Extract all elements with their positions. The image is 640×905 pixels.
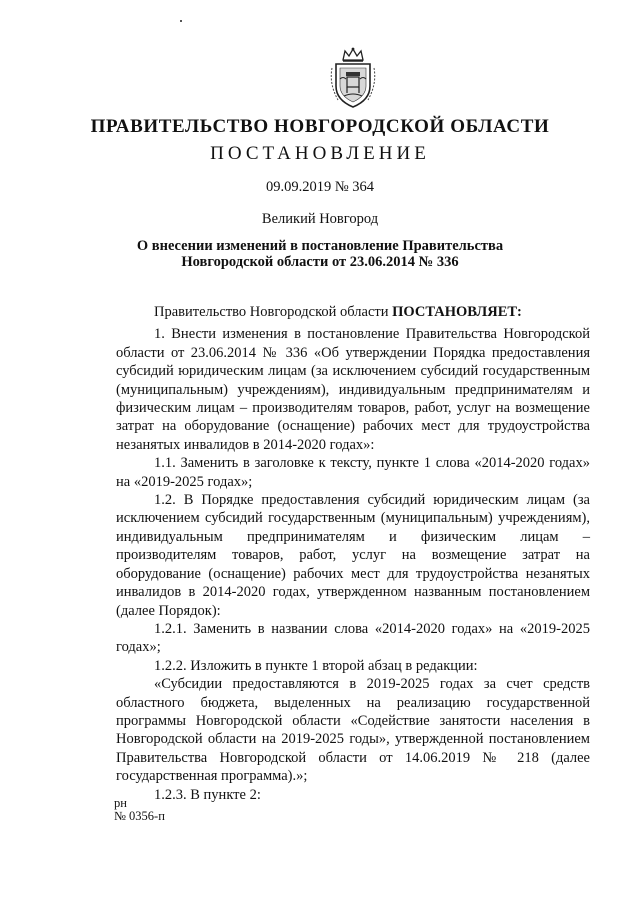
paragraph-1-1: 1.1. Заменить в заголовке к тексту, пункте 1 слова «2014-2020 годах» на «2019-2025 годах»;	[116, 455, 590, 490]
footer-code	[114, 797, 165, 823]
footer-initials: рн	[114, 796, 127, 810]
preamble-text: Правительство Новгородской области	[154, 304, 393, 320]
date-and-number: 09.09.2019 № 364	[265, 179, 375, 195]
footer-number: № 0356-п	[114, 809, 165, 823]
scan-speck	[180, 20, 182, 22]
subject-line-1: О внесении изменений в постановление Правительства	[136, 238, 504, 254]
preamble	[116, 303, 590, 321]
paragraph-1-2-2: 1.2.2. Изложить в пункте 1 второй абзац в редакции:	[154, 657, 478, 674]
document-type: ПОСТАНОВЛЕНИЕ	[210, 143, 430, 164]
quoted-paragraph: «Субсидии предоставляются в 2019-2025 годах за счет средств областного бюджета, выделенных на реализацию государственной программы Новгородской области «Содействие занятости населения в Новгородской области на 2019-2025 годы», утвержденной постановлением Правительства Новгородской области от 14.06.2019 № 218 (далее государственная программа).»;	[116, 676, 590, 785]
paragraph-1-2-3: 1.2.3. В пункте 2:	[154, 786, 261, 803]
subject-line-2: Новгородской области от 23.06.2014 № 336	[181, 254, 459, 270]
document-subject	[0, 238, 640, 270]
document-body	[116, 303, 590, 804]
paragraph-1-2-1: 1.2.1. Заменить в названии слова «2014-2020 годах» на «2019-2025 годах»;	[116, 620, 590, 656]
coat-of-arms-emblem	[326, 46, 380, 110]
paragraph-1-2: 1.2. В Порядке предоставления субсидий юридическим лицам (за исключением субсидий государственным (муниципальным) учреждениям), индивидуальным предпринимателям и физическим лицам – производителям товаров, работ, услуг на возмещение затрат на оборудование (оснащение) рабочих мест для трудоустройства незанятых инвалидов в 2014-2020 годах, утвержденном названным постановлением (далее Порядок):	[116, 492, 590, 619]
city: Великий Новгород	[261, 211, 379, 227]
preamble-verb: ПОСТАНОВЛЯЕТ:	[392, 304, 522, 320]
government-title: ПРАВИТЕЛЬСТВО НОВГОРОДСКОЙ ОБЛАСТИ	[90, 116, 550, 137]
paragraph-1: 1. Внести изменения в постановление Правительства Новгородской области от 23.06.2014 № 336 «Об утверждении Порядка предоставления субсидий юридическим лицам (за исключением субсидий государственным (муниципальным) учреждениям), индивидуальным предпринимателям и физическим лицам – производителям товаров, работ, услуг на возмещение затрат на оборудование (оснащение) рабочих мест для трудоустройства незанятых инвалидов в 2014-2020 годах»:	[116, 326, 590, 453]
